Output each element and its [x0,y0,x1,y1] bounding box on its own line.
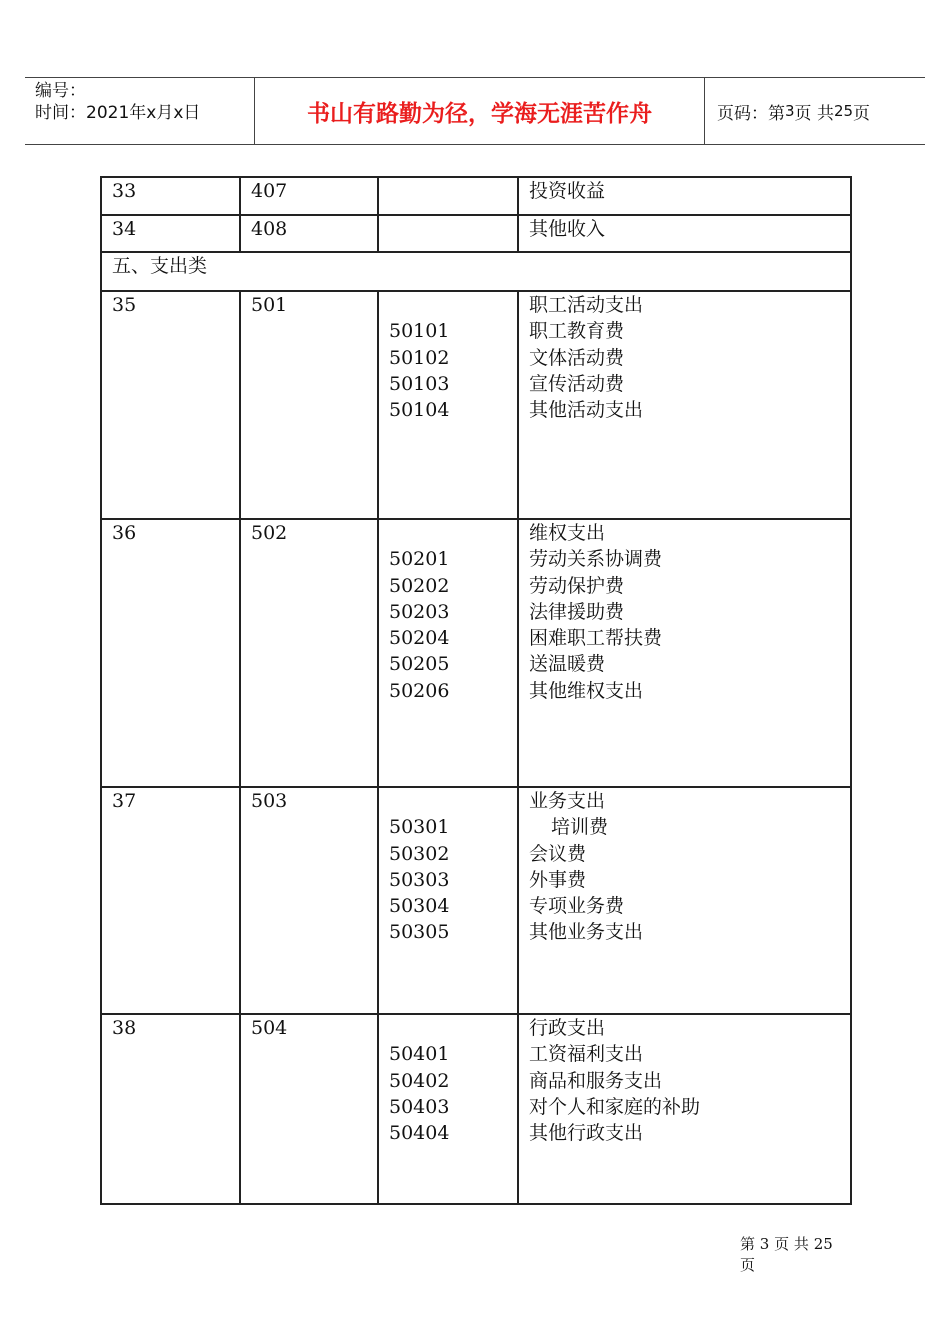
account-name: 劳动关系协调费 [529,548,663,571]
sub-code: 50301 [389,816,450,839]
sub-code: 50303 [389,868,450,891]
account-code: 407 [240,177,378,215]
sub-code: 50205 [389,653,450,676]
row-number: 37 [101,787,240,1014]
sub-code: 50104 [389,399,450,422]
account-name: 职工教育费 [529,320,625,343]
page-current: 3 [785,102,795,120]
number-label: 编号： [35,81,86,101]
table-row [101,519,851,787]
account-name: 工资福利支出 [529,1043,644,1066]
account-code: 408 [240,215,378,252]
account-code: 501 [240,291,378,519]
sub-code: 50304 [389,895,450,918]
page-prefix: 页码：第 [717,103,785,124]
account-name: 送温暖费 [529,653,606,676]
sub-code: 50203 [389,600,450,623]
time-label: 时间：2021年x月x日 [35,103,201,123]
row-number: 36 [101,519,240,787]
sub-code: 50204 [389,627,450,650]
header-page-number [705,78,925,144]
account-code: 502 [240,519,378,787]
account-name: 外事费 [529,868,587,891]
page-suffix: 页 [853,103,871,124]
header-motto: 书山有路勤为径，学海无涯苦作舟 [255,78,705,144]
footer-suffix: 页 [740,1256,756,1274]
sub-code: 50305 [389,921,450,944]
sub-code: 50102 [389,346,450,369]
sub-codes [378,215,518,252]
account-names [518,215,851,252]
table-row [101,1014,851,1204]
account-code: 504 [240,1014,378,1204]
sub-code: 50201 [389,548,450,571]
header-meta [25,78,255,144]
sub-code: 50402 [389,1069,450,1092]
row-number: 38 [101,1014,240,1204]
sub-codes [378,177,518,215]
account-names [518,291,851,519]
sub-codes [378,787,518,1014]
account-name: 会议费 [529,842,587,865]
account-name: 专项业务费 [529,895,625,918]
footer-middle: 页 共 [774,1235,809,1253]
page-total: 25 [833,102,854,120]
footer-prefix: 第 [740,1235,756,1253]
sub-codes [378,291,518,519]
footer-current: 3 [759,1235,770,1253]
account-name: 其他收入 [529,218,606,240]
section-title: 五、支出类 [101,252,851,291]
account-name: 文体活动费 [529,346,625,369]
account-name: 商品和服务支出 [529,1069,663,1092]
section-row [101,252,851,291]
sub-code: 50404 [389,1122,450,1145]
account-name: 劳动保护费 [529,574,625,597]
account-name: 对个人和家庭的补助 [529,1095,701,1118]
account-name: 维权支出 [529,522,606,544]
row-number: 35 [101,291,240,519]
account-names [518,177,851,215]
table-row [101,291,851,519]
page-middle: 页 共 [794,103,834,124]
account-code: 503 [240,787,378,1014]
account-name: 宣传活动费 [529,372,625,395]
row-number: 34 [101,215,240,252]
sub-code: 50302 [389,842,450,865]
sub-code: 50206 [389,679,450,702]
account-names [518,519,851,787]
table-row [101,215,851,252]
page-footer [740,1233,850,1275]
page-header [25,77,925,145]
row-number: 33 [101,177,240,215]
account-name: 业务支出 [529,790,606,812]
account-name: 其他业务支出 [529,921,644,944]
table-row [101,177,851,215]
account-name: 投资收益 [529,180,606,202]
sub-code: 50103 [389,372,450,395]
account-name: 困难职工帮扶费 [529,627,663,650]
table-row [101,787,851,1014]
account-name: 培训费 [551,816,609,839]
footer-total: 25 [813,1235,833,1253]
account-names [518,787,851,1014]
sub-code: 50101 [389,320,450,343]
account-name: 其他行政支出 [529,1122,644,1145]
sub-code: 50401 [389,1043,450,1066]
account-name: 法律援助费 [529,600,625,623]
sub-code: 50403 [389,1095,450,1118]
account-table [100,176,852,1205]
sub-code: 50202 [389,574,450,597]
sub-codes [378,1014,518,1204]
account-names [518,1014,851,1204]
sub-codes [378,519,518,787]
account-name: 其他活动支出 [529,399,644,422]
account-name: 其他维权支出 [529,679,644,702]
account-name: 职工活动支出 [529,294,644,316]
account-name: 行政支出 [529,1017,606,1039]
